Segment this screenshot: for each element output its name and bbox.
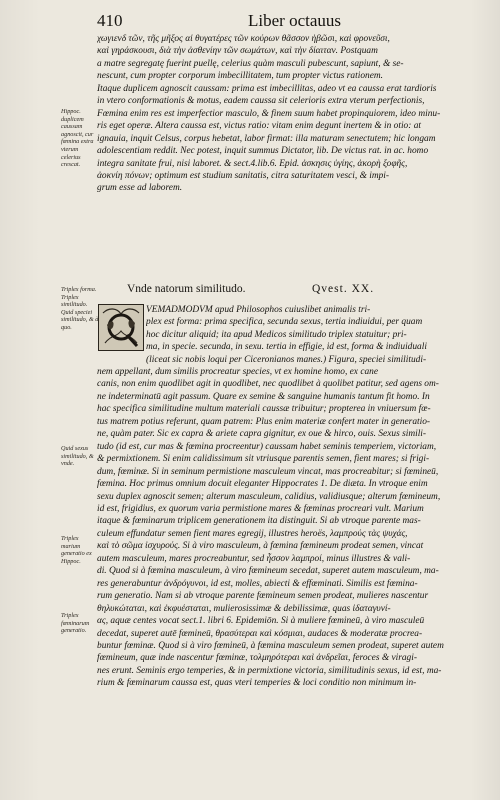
text-line: fœmineum, quæ inde nascentur fœminæ, τολμηρότεραι καὶ ἀνδρεῖαι, feroces & viragi- — [97, 653, 417, 664]
margin-note-sexus-similitudo: Quid sexus similitudo, & vnde. — [61, 445, 94, 468]
text-line: canis, non enim quodlibet agit in quodlibet, nec quodlibet à quolibet patitur, sed agens om- — [97, 379, 439, 390]
text-line: grum esse ad laborem. — [97, 183, 183, 194]
text-line: id est, frigidius, ex quorum varia permistione mares & fœminas procreari vult. Marium — [97, 503, 424, 514]
text-line: rium & fœminarum caussa est, quas vteri temperies & loci conditio non minimum in- — [97, 678, 417, 689]
text-line: autem masculeum, mares procreabuntur, sed ἧσσον λαμπροί, minus illustres & vali- — [97, 553, 411, 564]
text-line: in vtero conformationis & motus, eadem caussa sit celerioris extra vterum perfectionis, — [97, 96, 425, 107]
text-line: dum, fœminæ. Si in seminum permistione masculeum vincat, mas procreabitur; si fœmineū, — [97, 466, 439, 477]
section-title: Vnde natorum similitudo. — [127, 283, 246, 295]
drop-cap-initial — [98, 304, 144, 351]
main-paragraph — [97, 366, 487, 690]
page-number: 410 — [97, 11, 123, 30]
drop-cap-paragraph — [146, 304, 487, 366]
text-line: ris eget operæ. Altera caussa est, victus ratio: vitam enim degunt inertem & in otio: at — [97, 121, 422, 132]
margin-note-marium-generatio: Triplex marium generatio ex Hippoc. — [61, 535, 92, 565]
text-line: tus matrem potius referunt, quam patrem: Plus enim materiæ confert mater in generatio- — [97, 416, 431, 427]
text-line: καὶ τὸ σῶμα ἰσχυρούς. Si à viro masculeum, à fœmina fœmineum prodeat semen, vincat — [97, 541, 424, 552]
text-line: hoc dicitur aliquid; ita apud Medicos similitudo triplex statuitur; pri- — [146, 329, 407, 340]
text-line: θηλυκώταται, καὶ ἐκφυέσταται, mulierosissimæ & debilissimæ, quas ἰδαταγυνί- — [97, 603, 391, 614]
text-line: ἀοκνίη πόνων; optimum est studium sanitatis, citra saturitatem vesci, & impi- — [97, 170, 390, 181]
text-line: nem appellant, dum similis procreatur species, vt ex homine homo, ex cane — [97, 367, 379, 377]
text-line: nes erunt. Seminis ergo temperies, & in permixtione victoria, similitudinis sexus, id est, ma- — [97, 665, 442, 676]
text-line: & permixtionem. Si enim calidissimum sit vtriusque parentis semen, fient mares; si frigi- — [97, 454, 430, 465]
text-line: rum generatio. Nam si ab vtroque parente fœmineum semen prodeat, mulieres nascentur — [97, 591, 429, 602]
text-line: fœmina. Hoc primus omnium docuit eleganter Hippocrates 1. De diæta. In vtroque enim — [97, 479, 428, 490]
text-line: tudo (id est, cur mas & fœmina procreentur) caussam habet seminis temperiem, victoriam, — [97, 441, 437, 452]
margin-note-hippocrates: Hippoc. duplicem caussam agnoscit, cur fœmina extra vterum celerius crescat. — [61, 108, 94, 169]
section-heading — [97, 283, 487, 299]
text-line: buntur fœminæ. Quod si à viro fœmineū, à fœmina masculeum semen prodeat, superet autem — [97, 640, 444, 651]
text-line: a matre segregatę fuerint puellę, celerius quàm masculi pubescunt, sapiunt, & se- — [97, 58, 404, 69]
text-line: hac specifica similitudine multum materiali caussæ tribuitur; propterea in vniuersum fœ- — [97, 404, 431, 415]
text-line: adolescentiam reddit. Nec potest, inquit summus Dictator, lib. De victus rat. in ac. homo — [97, 146, 429, 157]
text-line: integra sanitate frui, nisi laboret. & sect.4.lib.6. Epid. ἀσκησις ὑγίης, ἀκορὴ ξοφῆς, — [97, 158, 408, 169]
margin-note-feminarum-generatio: Triplex fœminarum generatio. — [61, 612, 90, 635]
text-line: VEMADMODVM apud Philosophos cuiuslibet animalis tri- — [146, 305, 371, 315]
ornate-q-icon — [99, 305, 143, 350]
text-line: Itaque duplicem agnoscit caussam: prima est imbecillitas, adeo vt ea caussa erat tardioris — [97, 83, 437, 94]
text-line: ignauia, inquit Celsus, corpus hebetat, labor firmat: illa maturam senectutem; hic longam — [97, 133, 436, 144]
text-line: Fœmina enim res est imperfectior masculo, & finem suum habet propinquiorem, ideo minu- — [97, 108, 441, 119]
text-line: καὶ γηράσκουσι, διὰ τὴν ἀσθενίην τῶν σωμάτων, καὶ τὴν δίαιταν. Postquam — [97, 46, 378, 57]
text-line: ma, in specie. secunda, in sexu. tertia in effigie, id est, forma & indiuiduali — [146, 342, 427, 353]
text-line: itaque & fœminarum triplicem generationem ita distinguit. Si ab vtroque parente mas- — [97, 516, 421, 527]
text-line: di. Quod si à fœmina masculeum, à viro fœmineum secedat, superet autem masculeum, ma- — [97, 566, 439, 577]
text-line: ne indeterminatū agit passum. Quare ex semine & sanguine humanis tantum fit homo. In — [97, 391, 430, 402]
text-line: χωγιενδ τῶν, τῆς μῆξος αἱ θυγατέρες τῶν κούρων θᾶσσον ἡβῶσι, καὶ φρονεῦσι, — [97, 34, 390, 44]
text-line: nescunt, cum propter corporum imbecillitatem, tum propter victus rationem. — [97, 71, 383, 82]
question-number: Qvest. XX. — [312, 283, 375, 295]
margin-note-triplex-forma: Triplex forma. Triplex similitudo. Quid speciei similitudo, & à quo. — [61, 286, 99, 331]
text-line: (liceat sic nobis loqui per Ciceronianos manes.) Figura, speciei similitudi- — [146, 354, 427, 365]
running-title: Liber octauus — [248, 11, 341, 30]
text-line: culeum effundatur semen fient mares egregij, illustres heroës, λαμπρούς τὰς ψυχάς, — [97, 528, 408, 539]
text-line: sexu duplex agnoscit semen; alterum masculeum, calidius, validiusque; alterum fœmineum, — [97, 491, 441, 502]
text-line: res generabuntur ἀνδρόγυνοι, id est, molles, abiecti & effœminati. Similis est fœmina- — [97, 578, 418, 589]
top-paragraph — [97, 33, 487, 195]
text-line: ας, aquæ centes vocat sect.1. libri 6. Epidemiōn. Si à muliere fœmineū, à viro masculeū — [97, 616, 425, 627]
text-line: plex est forma: prima specifica, secunda sexus, tertia indiuidui, per quam — [146, 317, 423, 328]
text-line: ne, quàm pater. Sic ex capra & ariete capra gignitur, ex oue & hirco, ouis. Sexus simili- — [97, 429, 427, 440]
text-line: decedat, superet autē fœmineū, θρασύτεραι καὶ κόσμιαι, audaces & moderatæ procrea- — [97, 628, 423, 639]
